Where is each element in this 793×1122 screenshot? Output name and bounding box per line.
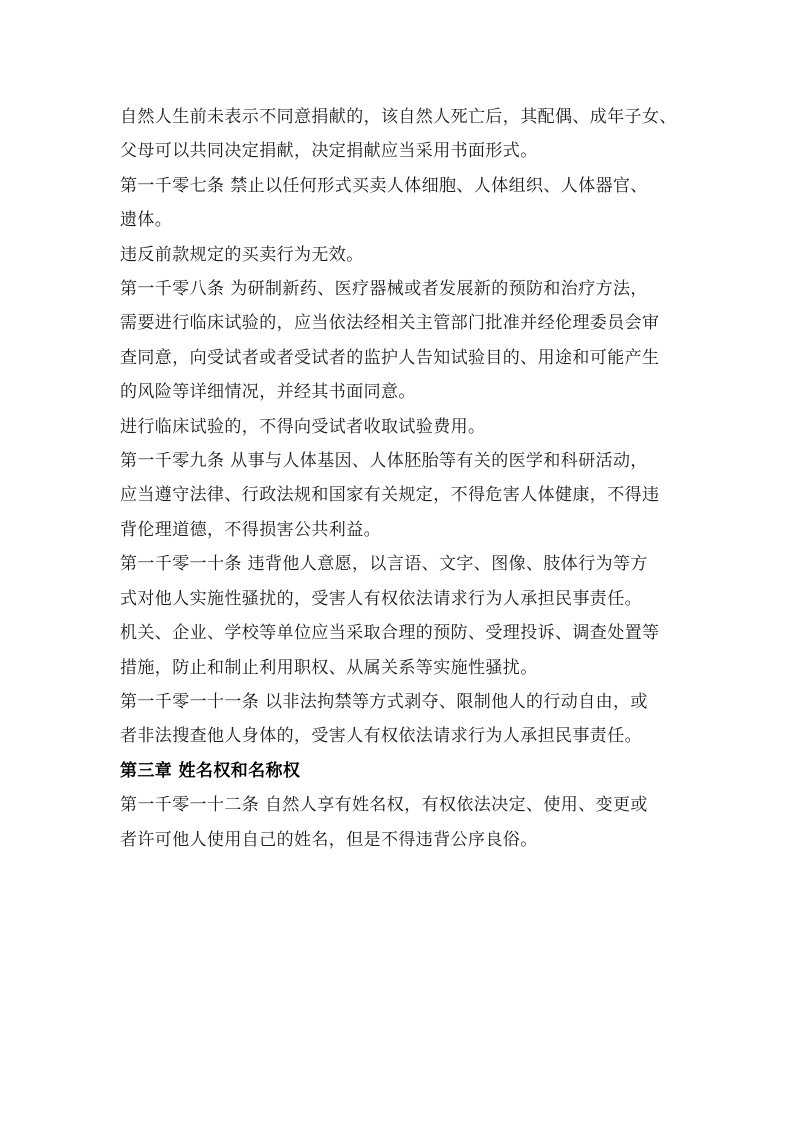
text-line: 的风险等详细情况，并经其书面同意。 — [120, 382, 416, 403]
text-line: 违反前款规定的买卖行为无效。 — [120, 244, 364, 265]
text-line: 式对他人实施性骚扰的，受害人有权依法请求行为人承担民事责任。 — [120, 588, 642, 609]
text-line: 者非法搜查他人身体的，受害人有权依法请求行为人承担民事责任。 — [120, 726, 642, 747]
text-line: 遗体。 — [120, 210, 173, 231]
article-1008: 第一千零八条 为研制新药、医疗器械或者发展新的预防和治疗方法， — [120, 279, 648, 300]
text-line: 机关、企业、学校等单位应当采取合理的预防、受理投诉、调查处置等 — [120, 623, 660, 644]
article-1011: 第一千零一十一条 以非法拘禁等方式剥夺、限制他人的行动自由，或 — [120, 691, 648, 712]
text-line: 背伦理道德，不得损害公共利益。 — [120, 519, 381, 540]
text-line: 自然人生前未表示不同意捐献的，该自然人死亡后，其配偶、成年子女、 — [120, 107, 677, 127]
text-line: 应当遵守法律、行政法规和国家有关规定，不得危害人体健康，不得违 — [120, 485, 660, 506]
article-1009: 第一千零九条 从事与人体基因、人体胚胎等有关的医学和科研活动， — [120, 451, 648, 472]
text-line: 进行临床试验的，不得向受试者收取试验费用。 — [120, 416, 486, 437]
text-line: 查同意，向受试者或者受试者的监护人告知试验目的、用途和可能产生 — [120, 347, 660, 368]
text-line: 需要进行临床试验的，应当依法经相关主管部门批准并经伦理委员会审 — [120, 313, 660, 334]
article-1007: 第一千零七条 禁止以任何形式买卖人体细胞、人体组织、人体器官、 — [120, 175, 648, 196]
article-1012: 第一千零一十二条 自然人享有姓名权，有权依法决定、使用、变更或 — [120, 795, 648, 816]
chapter-heading: 第三章 姓名权和名称权 — [120, 760, 301, 781]
text-line: 父母可以共同决定捐献，决定捐献应当采用书面形式。 — [120, 141, 538, 162]
text-line: 者许可他人使用自己的姓名，但是不得违背公序良俗。 — [120, 829, 538, 850]
document-body — [120, 100, 690, 857]
text-line: 措施，防止和制止利用职权、从属关系等实施性骚扰。 — [120, 657, 538, 678]
article-1010: 第一千零一十条 违背他人意愿，以言语、文字、图像、肢体行为等方 — [120, 554, 648, 575]
